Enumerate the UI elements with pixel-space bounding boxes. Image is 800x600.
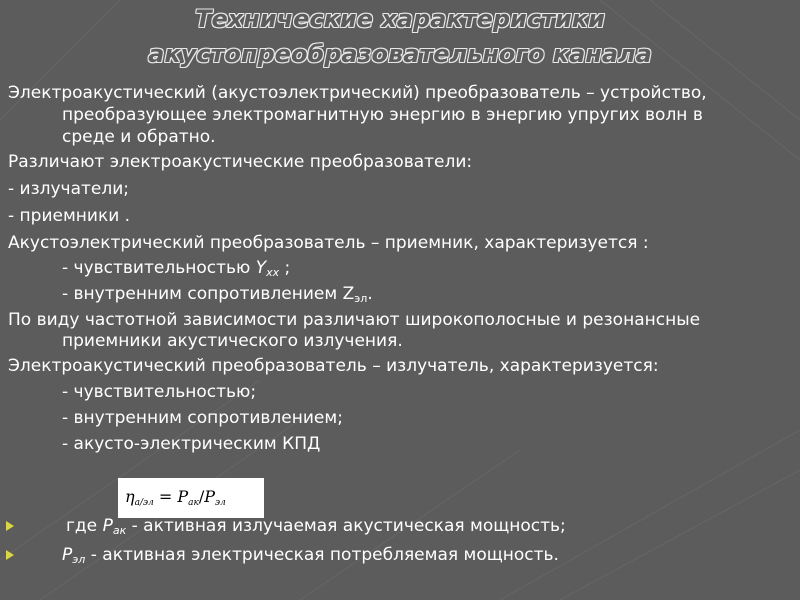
paragraph-2: Различают электроакустические преобразователи: xyxy=(8,152,473,172)
paragraph-1-line-3: среде и обратно. xyxy=(62,127,216,147)
p-acoustic-subscript: ак xyxy=(188,498,199,508)
bullet-1-symbol: P xyxy=(102,516,113,536)
bullet-2-symbol: P xyxy=(62,545,73,565)
emitter-resistance: - внутренним сопротивлением; xyxy=(62,408,343,428)
eta-subscript: а/эл xyxy=(134,498,154,508)
title-line-1: Технические характеристики xyxy=(195,5,605,33)
p-electric-symbol: P xyxy=(204,487,216,506)
p-electric-subscript: эл xyxy=(215,498,226,508)
slide-title xyxy=(0,2,800,72)
eta-symbol: η xyxy=(125,487,135,506)
p-acoustic-symbol: P xyxy=(177,487,189,506)
emitter-sensitivity: - чувствительностью; xyxy=(62,382,257,402)
bullet-arrow-icon xyxy=(6,550,14,560)
paragraph-emitter: Электроакустический преобразователь – излучатель, характеризуется: xyxy=(8,356,659,376)
receiver-sensitivity xyxy=(62,257,290,284)
paragraph-1-line-2: преобразующее электромагнитную энергию в энергию упругих волн в xyxy=(62,105,703,125)
paragraph-1-line-1: Электроакустический (акустоэлектрический) преобразователь – устройство, xyxy=(8,83,707,103)
emitter-efficiency: - акусто-электрическим КПД xyxy=(62,434,321,454)
bullet-1-text: - активная излучаемая акустическая мощность; xyxy=(126,516,566,536)
receiver-sensitivity-text: - чувствительностью xyxy=(62,258,256,278)
symbol-y: Y xyxy=(255,258,267,278)
fraction-slash: / xyxy=(198,487,205,506)
paragraph-frequency-line-1: По виду частотной зависимости различают широкополосные и резонансные xyxy=(8,310,701,330)
paragraph-frequency-line-2: приемники акустического излучения. xyxy=(62,331,403,351)
efficiency-formula xyxy=(118,478,264,518)
bullet-acoustic-power xyxy=(66,515,566,542)
bullet-1-subscript: ак xyxy=(112,524,127,537)
title-line-2: акустопреобразовательного канала xyxy=(148,40,652,68)
bullet-1-prefix: где xyxy=(66,516,103,536)
symbol-z-sub: эл xyxy=(354,292,368,305)
receiver-resistance xyxy=(62,283,373,310)
bullet-electric-power xyxy=(62,544,559,571)
bullet-2-text: - активная электрическая потребляемая мощность. xyxy=(85,545,559,565)
bullet-2-subscript: эл xyxy=(72,553,86,566)
equals-sign: = xyxy=(153,487,178,506)
receiver-sensitivity-tail: ; xyxy=(279,258,291,278)
receiver-resistance-text: - внутренним сопротивлением Z xyxy=(62,284,355,304)
list-item-receivers: - приемники . xyxy=(8,206,131,226)
receiver-resistance-tail: . xyxy=(367,284,373,304)
bullet-arrow-icon xyxy=(6,521,14,531)
list-item-emitters: - излучатели; xyxy=(8,179,130,199)
symbol-y-sub: xx xyxy=(266,266,280,279)
paragraph-receiver: Акустоэлектрический преобразователь – приемник, характеризуется : xyxy=(8,233,649,253)
